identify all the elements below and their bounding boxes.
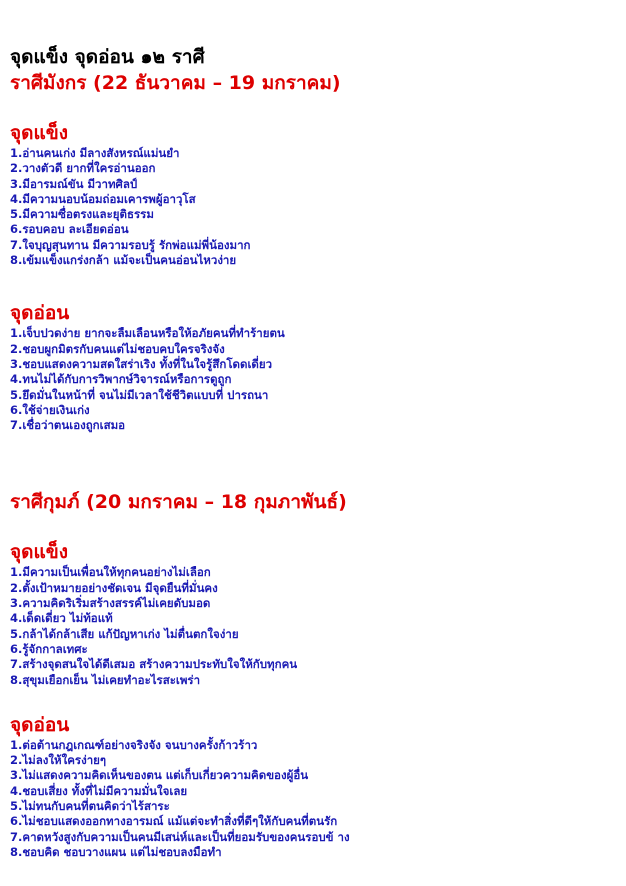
weaknesses-heading: จุดอ่อน (10, 713, 70, 736)
list-item: 5.ยึดมั่นในหน้าที่ จนไม่มีเวลาใช้ชีวิตแบบที่ ปารถนา (10, 387, 269, 402)
list-item: 2.วางตัวดี ยากที่ใครอ่านออก (10, 161, 156, 176)
list-item: 5.มีความซื่อตรงและยุติธรรม (10, 207, 154, 222)
list-item: 6.ไม่ชอบแสดงออกทางอารมณ์ แม้แต่จะทำสิ่งที่ดีๆให้กับคนที่ตนรัก (10, 814, 338, 829)
list-item: 1.ต่อต้านกฎเกณฑ์อย่างจริงจัง จนบางครั้งก้าวร้าว (10, 737, 258, 752)
list-item: 1.เจ็บปวดง่าย ยากจะลืมเลือนหรือให้อภัยคนที่ทำร้ายตน (10, 326, 285, 341)
list-item: 3.ความคิดริเริ่มสร้างสรรค์ไม่เคยดับมอด (10, 596, 211, 611)
list-item: 6.รู้จักกาลเทศะ (10, 641, 88, 656)
weaknesses-list (10, 738, 616, 860)
list-item: 4.เด็ดเดี่ยว ไม่ท้อแท้ (10, 611, 113, 626)
list-item: 3.ไม่แสดงความคิดเห็นของตน แต่เก็บเกี่ยวความคิดของผู้อื่น (10, 768, 309, 783)
list-item: 5.กล้าได้กล้าเสีย แก้ปัญหาเก่ง ไม่ตื่นตกใจง่าย (10, 626, 239, 641)
article (10, 44, 616, 860)
page-title: จุดแข็ง จุดอ่อน ๑๒ ราศี (10, 46, 205, 68)
sign-heading-aquarius: ราศีกุมภ์ (20 มกราคม – 18 กุมภาพันธ์) (10, 491, 347, 514)
list-item: 6.ใช้จ่ายเงินเก่ง (10, 402, 90, 417)
list-item: 7.เชื่อว่าตนเองถูกเสมอ (10, 418, 126, 433)
list-item: 3.มีอารมณ์ขัน มีวาทศิลป์ (10, 176, 138, 191)
strengths-heading: จุดแข็ง (10, 122, 68, 144)
list-item: 3.ชอบแสดงความสดใสร่าเริง ทั้งที่ในใจรู้สึกโดดเดี่ยว (10, 356, 273, 371)
list-item: 1.มีความเป็นเพื่อนให้ทุกคนอย่างไม่เลือก (10, 565, 211, 580)
list-item: 2.ชอบผูกมิตรกับคนแต่ไม่ชอบคบใครจริงจัง (10, 341, 225, 356)
list-item: 7.ใจบุญสุนทาน มีความรอบรู้ รักพ่อแม่พี่น้องมาก (10, 237, 251, 252)
list-item: 7.คาดหวังสูงกับความเป็นคนมีเสน่ห์และเป็นที่ยอมรับของคนรอบข้ าง (10, 829, 350, 844)
weaknesses-list (10, 326, 616, 433)
list-item: 6.รอบคอบ ละเอียดอ่อน (10, 222, 129, 237)
list-item: 7.สร้างจุดสนใจได้ดีเสมอ สร้างความประทับใจให้กับทุกคน (10, 657, 298, 672)
sign-heading-capricorn: ราศีมังกร (22 ธันวาคม – 19 มกราคม) (10, 72, 341, 94)
list-item: 4.ชอบเสี่ยง ทั้งที่ไม่มีความมั่นใจเลย (10, 783, 188, 798)
strengths-list (10, 146, 616, 268)
strengths-list (10, 565, 616, 687)
list-item: 8.สุขุมเยือกเย็น ไม่เคยทำอะไรสะเพร่า (10, 672, 201, 687)
list-item: 8.ชอบคิด ชอบวางแผน แต่ไม่ชอบลงมือทำ (10, 844, 222, 859)
strengths-heading: จุดแข็ง (10, 541, 68, 564)
list-item: 2.ไม่ลงให้ใครง่ายๆ (10, 753, 107, 768)
list-item: 1.อ่านคนเก่ง มีลางสังหรณ์แม่นยำ (10, 146, 180, 160)
weaknesses-heading: จุดอ่อน (10, 302, 70, 325)
list-item: 4.ทนไม่ได้กับการวิพากษ์วิจารณ์หรือการดูถูก (10, 372, 232, 387)
list-item: 2.ตั้งเป้าหมายอย่างชัดเจน มีจุดยืนที่มั่นคง (10, 580, 218, 595)
list-item: 5.ไม่ทนกับคนที่ตนคิดว่าไร้สาระ (10, 799, 170, 814)
list-item: 8.เข้มแข็งแกร่งกล้า แม้จะเป็นคนอ่อนไหวง่าย (10, 253, 237, 268)
list-item: 4.มีความนอบน้อมถ่อมเคารพผู้อาวุโส (10, 191, 196, 206)
